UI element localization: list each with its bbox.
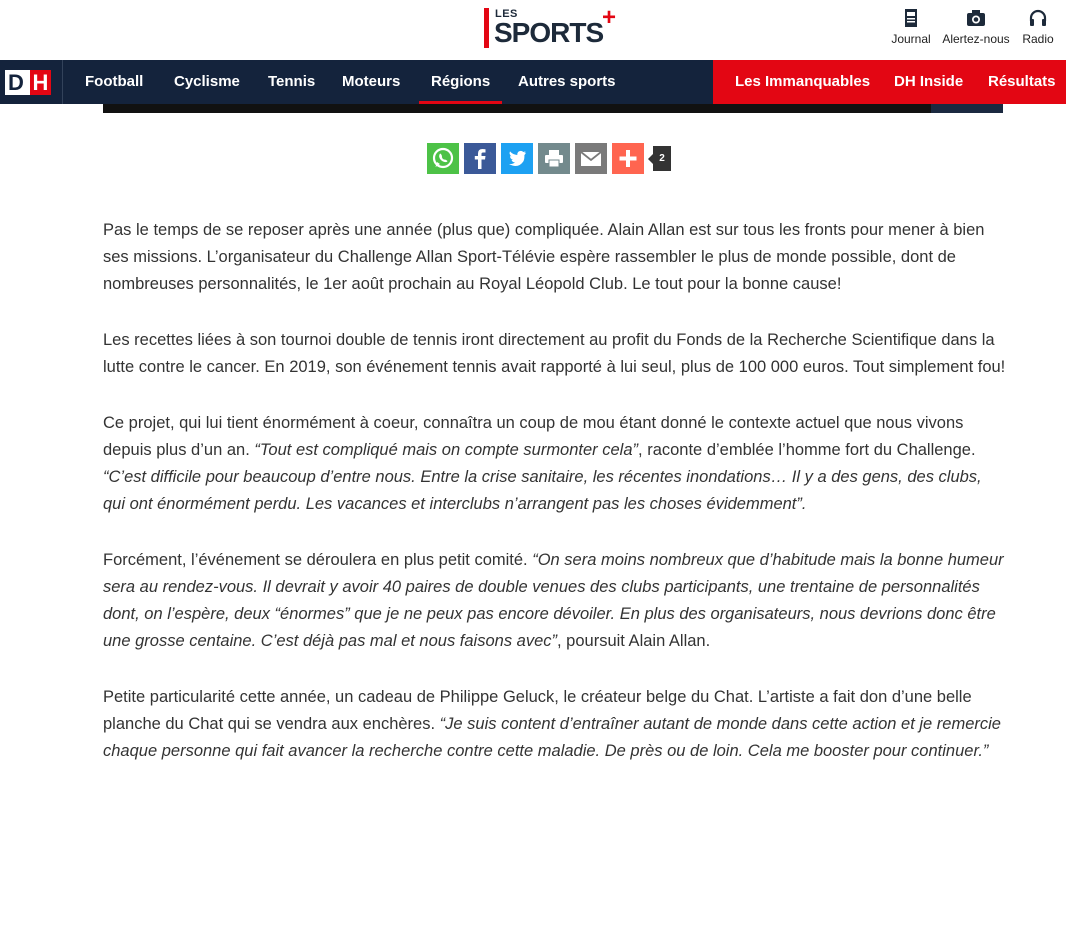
logo-main-text: SPORTS xyxy=(494,17,604,48)
nav-item-cyclisme[interactable]: Cyclisme xyxy=(174,73,240,90)
article-paragraph-3 xyxy=(103,410,1008,518)
alertez-nous-label: Alertez-nous xyxy=(942,32,1010,46)
article-paragraph-1: Pas le temps de se reposer après une année (plus que) compliquée. Alain Allan est sur tous les fronts pour mener à bien ses missions. L’organisateur du Challenge Allan Sport-Télévie espère rassembler le plus de monde possible, dont de nombreuses personnalités, le 1er août prochain au Royal Léopold Club. Le tout pour la bonne cause! xyxy=(103,221,985,293)
nav-special-section xyxy=(713,60,1066,104)
paragraph-text: Ce projet, qui lui tient énormément à coeur, connaîtra un coup de mou étant donné le contexte actuel que nous vivons depuis plus d’un an. xyxy=(103,414,964,459)
media-bottom-strip xyxy=(103,104,1003,113)
quote: “Je suis content d’entraîner autant de monde dans cette action et je remercie chaque personne qui fait avancer la recherche contre cette maladie. De près ou de loin. Cela me booster pour continuer.” xyxy=(103,715,1001,760)
logo-bar xyxy=(484,8,489,48)
logo-accent: + xyxy=(602,4,617,31)
journal-label: Journal xyxy=(891,32,931,46)
dh-logo-h: H xyxy=(30,70,51,95)
camera-icon xyxy=(966,8,986,28)
les-sports-logo[interactable] xyxy=(484,6,624,50)
nav-item-les-immanquables[interactable]: Les Immanquables xyxy=(735,73,871,90)
whatsapp-icon[interactable] xyxy=(427,143,459,174)
article-paragraph-2: Les recettes liées à son tournoi double de tennis iront directement au profit du Fonds de la Recherche Scientifique dans la lutte contre le cancer. En 2019, son événement tennis avait rapporté à lui seul, plus de 100 000 euros. Tout simplement fou! xyxy=(103,331,1006,376)
article-body xyxy=(103,217,1008,794)
facebook-icon[interactable] xyxy=(464,143,496,174)
logo-top-text: LES xyxy=(495,8,518,20)
print-icon[interactable] xyxy=(538,143,570,174)
plus-icon[interactable] xyxy=(612,143,644,174)
paragraph-text: , raconte d’emblée l’homme fort du Challenge. xyxy=(638,441,976,459)
email-icon[interactable] xyxy=(575,143,607,174)
main-navigation xyxy=(0,60,1066,104)
journal-button[interactable] xyxy=(890,8,932,46)
paragraph-text: , poursuit Alain Allan. xyxy=(557,632,711,650)
nav-item-regions[interactable]: Régions xyxy=(431,60,490,104)
nav-item-dh-inside[interactable]: DH Inside xyxy=(894,73,964,90)
radio-button[interactable] xyxy=(1018,8,1058,46)
twitter-icon[interactable] xyxy=(501,143,533,174)
quote: “C’est difficile pour beaucoup d’entre nous. Entre la crise sanitaire, les récentes inondations… Il y a des gens, des clubs, qui ont énormément perdu. Les vacances et interclubs n’arrangent pas les choses évidemment”. xyxy=(103,468,982,513)
newspaper-icon xyxy=(901,8,921,28)
paragraph-text: Petite particularité cette année, un cadeau de Philippe Geluck, le créateur belge du Chat. L’artiste a fait don d’une belle planche du Chat qui se vendra aux enchères. xyxy=(103,688,972,733)
nav-item-resultats[interactable]: Résultats xyxy=(988,73,1056,90)
nav-item-autres-sports[interactable]: Autres sports xyxy=(518,73,616,90)
dh-logo-box xyxy=(5,70,51,95)
article-paragraph-4 xyxy=(103,547,1008,655)
quote: “On sera moins nombreux que d’habitude mais la bonne humeur sera au rendez-vous. Il devrait y avoir 40 paires de double venues des clubs participants, une trentaine de personnalités dont, on l’espère, deux “énormes” que je ne peux pas encore dévoiler. En plus des organisateurs, nous devrions donc être une grosse centaine. C’est déjà pas mal et nous faisons avec” xyxy=(103,551,1004,650)
radio-label: Radio xyxy=(1022,32,1054,46)
quote: “Tout est compliqué mais on compte surmonter cela” xyxy=(254,441,639,459)
alertez-nous-button[interactable] xyxy=(940,8,1012,46)
nav-item-football[interactable]: Football xyxy=(85,73,144,90)
nav-item-moteurs[interactable]: Moteurs xyxy=(342,73,401,90)
share-count: 2 xyxy=(653,146,671,171)
dh-logo-d: D xyxy=(8,70,24,95)
paragraph-text: Forcément, l’événement se déroulera en plus petit comité. xyxy=(103,551,533,569)
top-header xyxy=(0,0,1066,60)
nav-item-tennis[interactable]: Tennis xyxy=(268,73,316,90)
article-paragraph-5 xyxy=(103,684,1008,765)
headphones-icon xyxy=(1028,8,1048,28)
media-strip-accent xyxy=(931,104,1003,113)
dh-logo[interactable] xyxy=(0,60,63,104)
